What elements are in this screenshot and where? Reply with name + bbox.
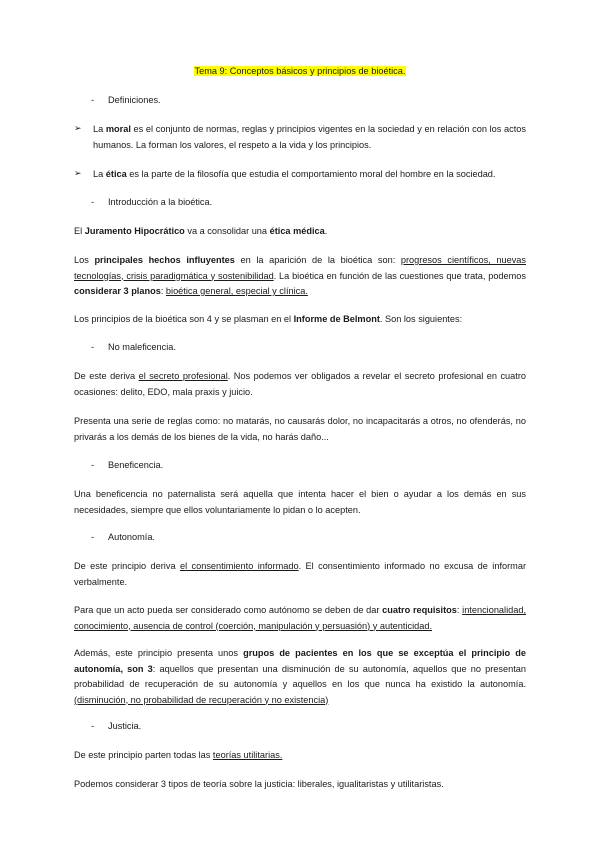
dash-marker: - [91,95,95,105]
text-run: : [160,286,166,296]
underlined-text: el consentimiento informado [179,561,299,571]
text-run: : aquellos que presentan una disminución de su autonomía, aquellos que no presentan probabilidad de recuperación de su autonomía y aquellos en los que nunca ha existido la autonomía. [74,663,526,689]
bullet-text [93,122,526,153]
text-run: De este principio parten todas las [74,750,213,760]
section-label: Introducción a la bioética. [108,197,213,207]
text-run: La [93,124,106,134]
bold-term: Informe de Belmont [293,314,380,324]
text-run: . [324,226,328,236]
bold-term: ética [105,169,127,179]
underlined-text: progresos científicos, nuevas tecnologías, crisis paradigmática y sostenibilidad [74,255,526,281]
paragraph-grupos-pacientes [74,646,526,708]
arrow-bullet-icon: ➢ [74,169,82,179]
text-run: . Son los siguientes: [379,314,463,324]
underlined-text: (disminución, no probabilidad de recuperación y no existencia) [74,694,329,705]
section-label: Autonomía. [108,532,155,542]
paragraph-teorias-justicia: Podemos considerar 3 tipos de teoría sobre la justicia: liberales, igualitaristas y utilitaristas. [74,779,444,789]
dash-marker: - [91,721,95,731]
bold-term: ética médica [269,226,325,236]
bold-term: Juramento Hipocrático [84,226,185,236]
section-heading-justicia [91,719,141,735]
dash-marker: - [91,342,95,352]
bold-term: considerar 3 planos [74,286,161,296]
paragraph-beneficencia: Una beneficencia no paternalista será aquella que intenta hacer el bien o ayudar a los demás en sus necesidades, siempre que ellos voluntariamente lo pidan o lo acepten. [74,489,526,515]
text-run: . La bioética en función de las cuestiones que trata, podemos [273,270,527,281]
section-label: No maleficencia. [108,342,176,352]
text-run: en la aparición de la bioética son: [234,255,401,265]
section-heading-introduccion [91,195,212,211]
section-heading-no-maleficencia [91,340,176,356]
paragraph-principios-intro [74,312,526,328]
paragraph-juramento [74,224,526,240]
bold-term: moral [105,124,131,134]
bullet-moral [74,122,526,153]
paragraph-requisitos [74,603,526,634]
paragraph-reglas: Presenta una serie de reglas como: no matarás, no causarás dolor, no incapacitarás a otros, no ofenderás, no privarás a los demás de los bienes de la vida, no harás daño... [74,416,526,442]
bold-term: cuatro requisitos [382,605,457,615]
arrow-bullet-icon: ➢ [74,124,82,134]
text-run: De este principio deriva [74,561,180,571]
paragraph-hechos-influyentes [74,253,526,300]
paragraph-teorias-utilitarias [74,748,526,764]
text-run: Los [74,255,95,265]
underlined-text: bioética general, especial y clínica. [165,286,308,296]
underlined-text: intencionalidad, conocimiento, ausencia de control (coerción, manipulación y persuasión) y autenticidad. [74,605,527,631]
section-label: Beneficencia. [108,460,164,470]
text-run: De este deriva [74,371,139,381]
text-run: El [74,226,85,236]
bullet-text [93,167,526,183]
section-heading-definiciones [91,93,161,109]
underlined-text: el secreto profesional [138,371,228,381]
section-label: Justicia. [108,721,142,731]
section-label: Definiciones. [108,95,161,105]
section-heading-autonomia [91,530,155,546]
text-run: . Nos podemos ver obligados a revelar el secreto profesional en cuatro ocasiones: delito, EDO, mala praxis y juicio. [74,371,526,397]
paragraph-consentimiento [74,559,526,590]
text-run: Los principios de la bioética son 4 y se plasman en el [74,314,294,324]
text-run: La [93,169,106,179]
dash-marker: - [91,460,95,470]
text-run: es el conjunto de normas, reglas y principios vigentes en la sociedad y en relación con los actos humanos. La forman los valores, el respeto a la vida y los principios. [93,124,526,150]
text-run: : [456,605,463,615]
title-block [0,64,600,80]
bold-term: grupos de pacientes en los que se exceptúa el principio de autonomía, son 3 [74,648,526,674]
text-run: es la parte de la filosofía que estudia el comportamiento moral del hombre en la sociedad. [126,169,496,179]
dash-marker: - [91,197,95,207]
bullet-etica [74,167,526,183]
text-run: Además, este principio presenta unos [74,648,244,658]
dash-marker: - [91,532,95,542]
paragraph-secreto-profesional [74,369,526,400]
bold-term: principales hechos influyentes [94,255,235,265]
section-heading-beneficencia [91,458,163,474]
text-run: va a consolidar una [184,226,270,236]
text-run: . El consentimiento informado no excusa de informar verbalmente. [74,561,527,587]
underlined-text: teorías utilitarias. [212,750,283,760]
text-run: Para que un acto pueda ser considerado como autónomo se deben de dar [74,605,383,615]
page-title: Tema 9: Conceptos básicos y principios de bioética. [194,66,406,76]
